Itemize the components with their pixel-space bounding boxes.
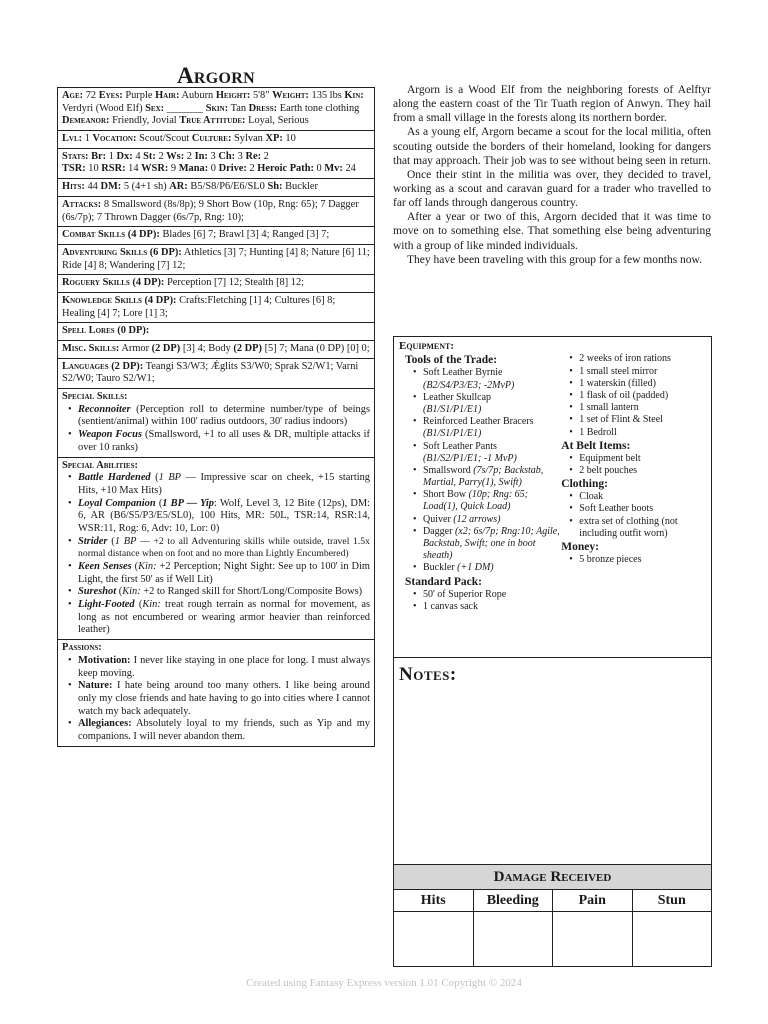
ability-name: Loyal Companion [78, 497, 156, 509]
passions-section [58, 640, 374, 746]
damage-title: Damage Received [394, 865, 711, 890]
special-abilities-section [58, 458, 374, 641]
ability-name: Weapon Focus [78, 429, 142, 441]
shield-value: Buckler [285, 181, 318, 193]
list-item [68, 680, 370, 718]
attributes-section [58, 149, 374, 179]
item-name: Buckler [423, 562, 455, 574]
damage-column-hits [394, 890, 474, 966]
ability-name: Battle Hardened [78, 472, 151, 484]
equipment-box [393, 336, 712, 658]
item-note: (+1 DM) [457, 562, 494, 574]
combat-skills-section [58, 227, 374, 245]
belt-heading: At Belt Items: [561, 439, 631, 452]
heroic-path-label: Heroic Path: [257, 163, 314, 175]
list-item: • 2 weeks of iron rations [569, 353, 706, 365]
ability-cost: 1 BP — Yip [162, 497, 214, 509]
level-section [58, 131, 374, 149]
attacks-text: 8 Smallsword (8s/8p); 9 Short Bow (10p, Rng: 65); 7 Dagger (6s/7p); 7 Thrown Dagger (6s/7p, Rng: 10); [62, 198, 359, 223]
damage-column-stun [633, 890, 712, 966]
level-value: 1 [84, 133, 90, 145]
item-note: (B1/S1/P1/E1) [423, 428, 482, 440]
list-item: • 1 waterskin (filled) [569, 378, 706, 390]
list-item [413, 562, 561, 574]
ability-text: : Wolf, Level 3, 12 Bite (12ps), DM: 6, AR (B6/S5/P3/E5/SL0), 100 Hits, MR: 50L, TSR:14, RSR:14, WSR:11, Rog: 6, Adv: 10, Lor: 0) [78, 497, 370, 534]
age-value: 72 [85, 90, 97, 101]
tools-heading: Tools of the Trade: [405, 354, 498, 367]
item-name: Short Bow [423, 489, 467, 501]
column-header: Pain [553, 890, 632, 912]
list-item [413, 465, 561, 489]
true-attitude-label: True Attitude: [179, 115, 246, 127]
ability-open: ( [116, 586, 123, 598]
ability-cost: Kin: [138, 561, 157, 572]
list-item [413, 367, 561, 391]
list-item: • 2 belt pouches [569, 465, 706, 477]
combat-stats-section [58, 179, 374, 197]
dx-label: Dx: [116, 150, 133, 162]
list-item [68, 498, 370, 536]
list-item [68, 536, 370, 561]
story-paragraph: As a young elf, Argorn became a scout for the local militia, often scouting outside the borders of their homeland, looking for dangers that may approach. Their job was to see without being seen in return. [393, 126, 711, 167]
ability-text: — Impressive scar on cheek, +15 starting Hits, +10 Max Hits) [78, 472, 370, 496]
character-sheet [57, 87, 375, 747]
list-item [413, 416, 561, 440]
st-label: St: [143, 150, 156, 162]
item-name: Soft Leather Byrnie [423, 367, 503, 379]
item-note: (x2; 6s/7p; Rng:10; Agile, Backstab, Swift; one in boot sheath) [423, 525, 560, 562]
level-label: Lvl: [62, 133, 83, 145]
attacks-label: Attacks: [62, 198, 102, 210]
list-item: • Soft Leather boots [569, 503, 706, 515]
passion-text: Absolutely loyal to my friends, such as Yip and my companions. I will never abandon them. [78, 718, 370, 742]
list-item [68, 586, 370, 599]
ability-text: (Smallsword, +1 to all uses & DR, multiple attacks if over 10 ranks) [78, 429, 370, 453]
dress-label: Dress: [248, 102, 278, 114]
list-item [68, 472, 370, 497]
mana-skill: Mana (0 DP) [0] 0; [290, 343, 370, 354]
languages-label: Languages (2 DP): [62, 360, 144, 372]
list-item: • 5 bronze pieces [569, 554, 706, 566]
item-note: (10p; Rng: 65; Load(1), Quick Load) [423, 489, 528, 513]
sex-label: Sex: [145, 102, 165, 114]
skill-group-text: Athletics [3] 7; Hunting [4] 8; Nature [6] 11; Ride [4] 8; Wandering [7] 12; [62, 246, 370, 271]
re-value: 2 [263, 150, 269, 162]
item-note: (B1/S1/P1/E1) [423, 403, 482, 415]
description-section [58, 88, 374, 131]
equipment-left-column [399, 353, 561, 613]
damage-received-table [393, 864, 712, 967]
hair-label: Hair: [155, 90, 180, 101]
ability-name: Keen Senses [78, 561, 132, 572]
skill-group-label: Spell Lores (0 DP): [62, 325, 150, 337]
passions-label: Passions: [62, 642, 102, 654]
culture-value: Sylvan [234, 133, 263, 145]
height-value: 5'8" [252, 90, 270, 101]
re-label: Re: [245, 150, 262, 162]
rsr-label: RSR: [101, 163, 126, 175]
list-item [413, 392, 561, 416]
tsr-label: TSR: [62, 163, 86, 175]
misc-skills-label: Misc. Skills: [62, 343, 120, 354]
item-name: Dagger [423, 525, 453, 537]
copyright-footer: Created using Fantasy Express version 1.01 Copyright © 2024 [246, 977, 522, 989]
skill-group-label: Combat Skills (4 DP): [62, 229, 160, 241]
br-label: Br: [91, 150, 107, 162]
clothing-heading: Clothing: [561, 478, 608, 491]
item-note: (B1/S2/P1/E1; -1 MvP) [423, 452, 517, 464]
ability-text: (Perception roll to determine number/type of beings (sentient/animal) within 100' radius outdoors, 30' radius indoors) [78, 403, 370, 428]
mv-value: 24 [345, 163, 356, 175]
armor-dp: (2 DP) [151, 343, 181, 354]
item-name: Soft Leather Pants [423, 440, 497, 452]
story-paragraph: They have been traveling with this group for a few months now. [407, 253, 702, 266]
stats-label: Stats: [62, 150, 89, 162]
list-item: • Cloak [569, 491, 706, 503]
ability-open: ( [155, 497, 163, 509]
list-item [68, 404, 370, 429]
shield-label: Sh: [267, 181, 283, 193]
mana-label: Mana: [178, 163, 209, 175]
misc-skills-section [58, 341, 374, 359]
heroic-path-value: 0 [316, 163, 322, 175]
languages-text: Teangi S3/W3; Ǽglits S3/W0; Sprak S2/W1; Varni S2/W0; Tauro S2/W1; [62, 360, 359, 385]
hits-value: 44 [87, 181, 98, 193]
list-item [413, 514, 561, 526]
equipment-title: Equipment: [399, 340, 454, 352]
list-item: • extra set of clothing (not including outfit worn) [569, 516, 706, 540]
ability-cost: 1 BP [158, 472, 182, 484]
item-note: (7s/7p; Backstab, Martial, Parry(1), Swift) [423, 464, 544, 489]
damage-column-pain [553, 890, 633, 966]
ability-cost: 1 BP [114, 535, 137, 547]
spell-lores-section [58, 323, 374, 341]
st-value: 2 [158, 150, 164, 162]
item-name: Smallsword [423, 464, 471, 476]
ability-name: Light-Footed [78, 599, 135, 611]
money-heading: Money: [561, 540, 599, 553]
ability-name: Sureshot [78, 586, 117, 598]
body-value: [5] 7; [264, 343, 288, 354]
vocation-label: Vocation: [92, 133, 137, 145]
list-item: • 50' of Superior Rope [413, 589, 561, 601]
ability-name: Reconnoiter [78, 403, 131, 415]
drive-value: 2 [249, 163, 255, 175]
adventuring-skills-section [58, 245, 374, 275]
wsr-value: 9 [170, 163, 177, 175]
ability-open: ( [150, 472, 159, 484]
demeanor-value: Friendly, Jovial [112, 115, 177, 127]
list-item: • 1 Bedroll [569, 427, 706, 439]
body-skill: Body [208, 343, 231, 354]
armor-skill: Armor [121, 343, 150, 354]
story-paragraph: After a year or two of this, Argorn decided that it was time to move on to something else. That something else being adventuring with a group of like minded individuals. [393, 211, 711, 252]
story-paragraph: Once their stint in the militia was over, they decided to travel, working as a scout and caravan guard for a trader who travelled to far off lands through dangerous country. [393, 168, 711, 210]
passion-name: Motivation: [78, 654, 131, 666]
column-header: Hits [394, 890, 473, 912]
character-name: Argorn [177, 63, 255, 88]
roguery-skills-section [58, 275, 374, 293]
ability-name: Strider [78, 535, 108, 547]
weight-value: 135 lbs [311, 90, 342, 101]
item-note: (B2/S4/P3/E3; -2MvP) [423, 379, 515, 391]
skill-group-label: Roguery Skills (4 DP): [62, 277, 165, 289]
item-note: (12 arrows) [453, 513, 501, 525]
weight-label: Weight: [272, 90, 309, 101]
ar-label: AR: [169, 181, 188, 193]
height-label: Height: [215, 90, 251, 101]
eyes-label: Eyes: [98, 90, 123, 101]
hits-entry-cell[interactable] [394, 912, 473, 966]
special-skills-section [58, 389, 374, 457]
skill-group-label: Adventuring Skills (6 DP): [62, 246, 182, 258]
notes-box[interactable] [393, 657, 712, 865]
hair-value: Auburn [181, 90, 214, 101]
column-header: Bleeding [474, 890, 553, 912]
attacks-section [58, 197, 374, 227]
equipment-right-column [561, 353, 706, 613]
rsr-value: 14 [128, 163, 139, 175]
skin-label: Skin: [205, 102, 229, 114]
damage-column-bleeding [474, 890, 554, 966]
passion-name: Allegiances: [78, 718, 132, 730]
pack-heading: Standard Pack: [405, 575, 482, 588]
culture-label: Culture: [191, 133, 232, 145]
ability-text: treat rough terrain as normal for movement, as long as not encumbered or wearing armor heavier than reinforced leather) [78, 599, 370, 636]
ch-label: Ch: [218, 150, 236, 162]
ability-open: ( [134, 599, 143, 611]
ability-text: — +2 to all Adventuring skills while outside, travel 1.5x normal distance when on foot and no more than Lightly Encumbered) [78, 535, 370, 560]
list-item: • 1 canvas sack [413, 601, 561, 613]
pain-entry-cell[interactable] [553, 912, 632, 966]
list-item [413, 489, 561, 513]
list-item [68, 599, 370, 637]
ability-text: +2 to Ranged skill for Short/Long/Composite Bows) [140, 586, 363, 598]
list-item: • 1 small steel mirror [569, 366, 706, 378]
skin-value: Tan [230, 102, 247, 114]
mv-label: Mv: [324, 163, 343, 175]
passion-text: I never like staying in one place for long. I must always keep moving. [78, 654, 370, 679]
bleeding-entry-cell[interactable] [474, 912, 553, 966]
list-item: • 1 small lantern [569, 402, 706, 414]
list-item [413, 526, 561, 563]
kin-value: Verdyri (Wood Elf) [62, 102, 143, 114]
tsr-value: 10 [88, 163, 99, 175]
list-item: • 1 flask of oil (padded) [569, 390, 706, 402]
stun-entry-cell[interactable] [633, 912, 712, 966]
hits-label: Hits: [62, 181, 85, 193]
ability-cost: Kin: [142, 599, 161, 611]
column-header: Stun [633, 890, 712, 912]
vocation-value: Scout/Scout [139, 133, 190, 145]
true-attitude-value: Loyal, Serious [248, 115, 309, 127]
special-abilities-label: Special Abilities: [62, 459, 138, 471]
mana-value: 0 [210, 163, 216, 175]
skill-group-label: Knowledge Skills (4 DP): [62, 294, 177, 306]
ability-open: ( [107, 535, 115, 547]
dx-value: 4 [135, 150, 141, 162]
passion-text: I hate being around too many others. I like being around only my close friends and hate having to go into cities where I cannot watch my back adequately. [78, 680, 370, 717]
list-item [68, 718, 370, 743]
special-skills-label: Special Skills: [62, 391, 128, 403]
ar-value: B5/S8/P6/E6/SL0 [190, 181, 265, 193]
ws-value: 2 [186, 150, 192, 162]
xp-value: 10 [285, 133, 296, 145]
ch-value: 3 [237, 150, 243, 162]
item-name: Leather Skullcap [423, 391, 492, 403]
armor-value: [3] 4; [182, 343, 206, 354]
skill-group-text: Perception [7] 12; Stealth [8] 12; [167, 277, 305, 289]
dm-label: DM: [100, 181, 122, 193]
list-item [68, 655, 370, 680]
ability-text: +2 Perception; Night Sight: See up to 100' in Dim Light, the first 50' as if Well Lit) [78, 561, 371, 585]
age-label: Age: [62, 90, 84, 101]
xp-label: XP: [265, 133, 283, 145]
notes-title: Notes: [399, 664, 457, 685]
body-dp: (2 DP) [233, 343, 262, 354]
skill-group-text: Crafts:Fletching [1] 4; Cultures [6] 8; Healing [4] 7; Lore [1] 3; [62, 294, 336, 319]
wsr-label: WSR: [141, 163, 169, 175]
demeanor-label: Demeanor: [62, 115, 110, 127]
in-value: 3 [210, 150, 216, 162]
item-name: Reinforced Leather Bracers [423, 416, 534, 428]
passion-name: Nature: [78, 680, 113, 692]
knowledge-skills-section [58, 293, 374, 323]
eyes-value: Purple [125, 90, 153, 101]
drive-label: Drive: [218, 163, 247, 175]
backstory [393, 83, 711, 267]
list-item [68, 429, 370, 454]
in-label: In: [194, 150, 208, 162]
br-value: 1 [108, 150, 114, 162]
story-paragraph: Argorn is a Wood Elf from the neighboring forests of Aelftyr along the eastern coast of the Tir Tuath region of Anwyn. They hail from a small village in the forests along its northern border. [393, 84, 711, 125]
list-item [68, 561, 370, 586]
ws-label: Ws: [166, 150, 185, 162]
dress-value: Earth tone clothing [279, 102, 360, 114]
ability-cost: Kin: [122, 586, 141, 598]
ability-open: ( [131, 561, 139, 572]
sex-value: _______ [166, 102, 204, 114]
skill-group-text: Blades [6] 7; Brawl [3] 4; Ranged [3] 7; [162, 229, 330, 241]
item-name: Quiver [423, 513, 451, 525]
dm-value: 5 (4+1 sh) [123, 181, 167, 193]
list-item: • 1 set of Flint & Steel [569, 414, 706, 426]
languages-section [58, 359, 374, 389]
list-item: • Equipment belt [569, 453, 706, 465]
kin-label: Kin: [344, 90, 364, 101]
list-item [413, 441, 561, 465]
